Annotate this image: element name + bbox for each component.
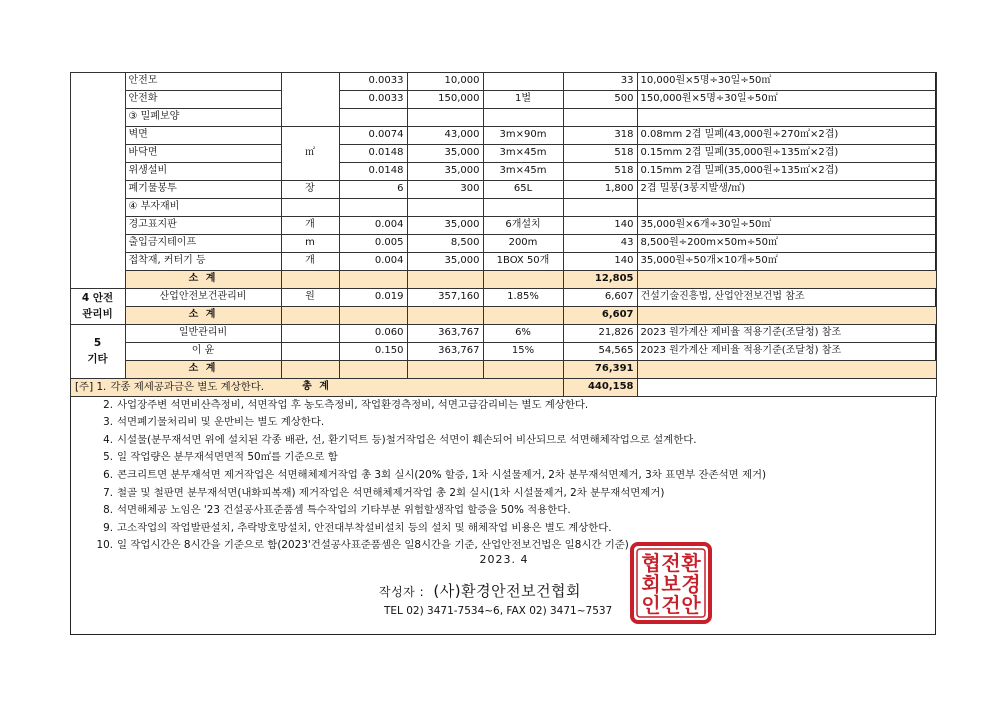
subtotal-label: 소 계: [125, 306, 281, 324]
qty-cell: 0.0074: [339, 126, 407, 144]
spec-cell: 65L: [483, 180, 563, 198]
table-row: [70, 162, 936, 180]
note-text: 일 작업시간은 8시간을 기준으로 함(2023'건설공사표준품셈은 일8시간을 기준, 산업안전보건법은 일8시간 기준): [117, 539, 629, 552]
subtotal-row: [70, 270, 936, 288]
item-name-cell: 일반관리비: [125, 324, 281, 342]
note-cell: 2겹 밀봉(3봉지발생/㎡): [637, 180, 936, 198]
note-number: 3.: [103, 416, 113, 429]
unit-price-cell: 357,160: [407, 288, 483, 306]
table-row: [70, 180, 936, 198]
unit-price-cell: 363,767: [407, 324, 483, 342]
notes-section: [75, 379, 925, 555]
note-cell: 35,000원÷50개×10개÷50㎡: [637, 252, 936, 270]
amount-cell: 43: [563, 234, 637, 252]
note-text: 철골 및 철판면 분무재석면(내화피복재) 제거작업은 석면해체제거작업 총 2회 실시(1차 시설물제거, 2차 분무재석면제거): [117, 486, 665, 499]
note-number: 2.: [103, 398, 113, 411]
table-row: [70, 252, 936, 270]
unit-price-cell: 300: [407, 180, 483, 198]
note-item: [75, 467, 925, 485]
author-label: 작성자 :: [379, 585, 425, 599]
unit-price-cell: 35,000: [407, 252, 483, 270]
qty-cell: 0.005: [339, 234, 407, 252]
subtotal-row: [70, 360, 936, 378]
table-row: [70, 288, 936, 306]
note-cell: 0.15mm 2겹 밀폐(35,000원÷135㎡×2겹): [637, 144, 936, 162]
document-date: 2023. 4: [479, 553, 529, 566]
subtotal-label: 소 계: [125, 270, 281, 288]
amount-cell: 140: [563, 216, 637, 234]
note-item: [75, 502, 925, 520]
unit-price-cell: 10,000: [407, 72, 483, 90]
subtotal-amount: 12,805: [563, 270, 637, 288]
unit-cell: 개: [281, 252, 339, 270]
seal-character: 전: [661, 551, 681, 575]
item-name-cell: 접착재, 커터기 등: [125, 252, 281, 270]
unit-price-cell: [407, 108, 483, 126]
item-name-cell: 폐기물봉투: [125, 180, 281, 198]
unit-cell: [281, 324, 339, 342]
qty-cell: 0.004: [339, 216, 407, 234]
note-cell: 건설기술진흥법, 산업안전보건법 참조: [637, 288, 936, 306]
table-row: [70, 324, 936, 342]
note-number: 4.: [103, 433, 113, 446]
spec-cell: [483, 108, 563, 126]
unit-cell: ㎡: [281, 126, 339, 180]
unit-price-cell: 35,000: [407, 216, 483, 234]
note-number: 7.: [103, 486, 113, 499]
document-page: [70, 72, 936, 635]
note-cell: [637, 108, 936, 126]
note-cell: 0.08mm 2겹 밀폐(43,000원÷270㎡×2겹): [637, 126, 936, 144]
amount-cell: [563, 198, 637, 216]
table-row: [70, 234, 936, 252]
unit-cell: [281, 198, 339, 216]
unit-price-cell: 43,000: [407, 126, 483, 144]
qty-cell: 0.0033: [339, 90, 407, 108]
qty-cell: 0.0033: [339, 72, 407, 90]
note-number: 9.: [103, 521, 113, 534]
seal-character: 인: [641, 593, 661, 617]
note-number: 8.: [103, 504, 113, 517]
spec-cell: 3m×45m: [483, 162, 563, 180]
seal-character: 보: [661, 572, 681, 596]
note-text: 일 작업량은 분무재석면면적 50㎡를 기준으로 함: [117, 451, 338, 464]
note-text: 각종 제세공과금은 별도 계상한다.: [110, 381, 265, 393]
author-line: [379, 580, 581, 601]
note-item: [75, 414, 925, 432]
seal-character: 환: [681, 551, 701, 575]
spec-cell: 1BOX 50개: [483, 252, 563, 270]
category-cell: 5 기타: [70, 324, 125, 378]
unit-cell: 개: [281, 216, 339, 234]
amount-cell: 1,800: [563, 180, 637, 198]
unit-price-cell: 363,767: [407, 342, 483, 360]
note-text: 콘크리트면 분무재석면 제거작업은 석면해체제거작업 총 3회 실시(20% 할증, 1차 시설물제거, 2차 분무재석면제거, 3차 표면부 잔존석면 제거): [117, 468, 767, 481]
subtotal-row: [70, 306, 936, 324]
amount-cell: 140: [563, 252, 637, 270]
table-row: [70, 342, 936, 360]
table-row: [70, 198, 936, 216]
table-row: [70, 144, 936, 162]
item-name-cell: 위생설비: [125, 162, 281, 180]
qty-cell: 0.0148: [339, 162, 407, 180]
note-number: 6.: [103, 468, 113, 481]
item-name-cell: 바닥면: [125, 144, 281, 162]
spec-cell: 6개설치: [483, 216, 563, 234]
qty-cell: 6: [339, 180, 407, 198]
note-text: 시설물(분무재석면 위에 설치된 각종 배관, 선, 환기덕트 등)철거작업은 석면이 훼손되어 비산되므로 석면해체작업으로 설계한다.: [117, 433, 697, 446]
unit-price-cell: 35,000: [407, 162, 483, 180]
item-name-cell: 출입금지테이프: [125, 234, 281, 252]
amount-cell: 21,826: [563, 324, 637, 342]
author-name: (사)환경안전보건협회: [433, 582, 582, 600]
note-number: [주] 1.: [75, 381, 107, 393]
amount-cell: 518: [563, 144, 637, 162]
spec-cell: 1벌: [483, 90, 563, 108]
note-item: [75, 449, 925, 467]
unit-price-cell: 35,000: [407, 144, 483, 162]
note-text: 석면해체공 노임은 '23 건설공사표준품셈 특수작업의 기타부분 위험할생작업 할증을 50% 적용한다.: [117, 504, 571, 517]
unit-cell: [281, 342, 339, 360]
note-item: [75, 397, 925, 415]
spec-cell: [483, 198, 563, 216]
qty-cell: 0.019: [339, 288, 407, 306]
note-item: [75, 379, 925, 397]
table-row: [70, 126, 936, 144]
seal-character: 건: [661, 593, 681, 617]
item-name-cell: ③ 밀폐보양: [125, 108, 281, 126]
qty-cell: 0.150: [339, 342, 407, 360]
spec-cell: 15%: [483, 342, 563, 360]
note-cell: 35,000원×6개÷30일÷50㎡: [637, 216, 936, 234]
item-name-cell: 안전화: [125, 90, 281, 108]
unit-price-cell: 150,000: [407, 90, 483, 108]
note-item: [75, 432, 925, 450]
qty-cell: 0.060: [339, 324, 407, 342]
qty-cell: 0.0148: [339, 144, 407, 162]
qty-cell: 0.004: [339, 252, 407, 270]
note-text: 석면폐기물처리비 및 운반비는 별도 계상한다.: [117, 416, 325, 429]
item-name-cell: 경고표지판: [125, 216, 281, 234]
unit-price-cell: [407, 198, 483, 216]
amount-cell: [563, 108, 637, 126]
category-cell-continued: [70, 72, 125, 288]
qty-cell: [339, 108, 407, 126]
spec-cell: 6%: [483, 324, 563, 342]
note-text: 고소작업의 작업발판설치, 추락방호망설치, 안전대부착설비설치 등의 설치 및 해체작업 비용은 별도 계상한다.: [117, 521, 612, 534]
amount-cell: 54,565: [563, 342, 637, 360]
qty-cell: [339, 198, 407, 216]
cost-table: [70, 72, 937, 397]
official-seal-stamp: [629, 541, 713, 625]
table-row: [70, 90, 936, 108]
spec-cell: 1.85%: [483, 288, 563, 306]
note-cell: 150,000원×5명÷30일÷50㎡: [637, 90, 936, 108]
note-cell: 10,000원×5명÷30일÷50㎡: [637, 72, 936, 90]
unit-price-cell: 8,500: [407, 234, 483, 252]
note-cell: [637, 198, 936, 216]
amount-cell: 518: [563, 162, 637, 180]
table-row: [70, 72, 936, 90]
item-name-cell: 이 윤: [125, 342, 281, 360]
spec-cell: 200m: [483, 234, 563, 252]
note-item: [75, 485, 925, 503]
item-name-cell: 벽면: [125, 126, 281, 144]
spec-cell: [483, 72, 563, 90]
note-number: 5.: [103, 451, 113, 464]
unit-cell: m: [281, 234, 339, 252]
amount-cell: 500: [563, 90, 637, 108]
note-item: [75, 520, 925, 538]
spec-cell: 3m×45m: [483, 144, 563, 162]
unit-cell: 원: [281, 288, 339, 306]
seal-character: 안: [681, 593, 701, 617]
category-cell: 4 안전 관리비: [70, 288, 125, 324]
spec-cell: 3m×90m: [483, 126, 563, 144]
table-row: [70, 108, 936, 126]
subtotal-label: 소 계: [125, 360, 281, 378]
seal-character: 회: [641, 572, 661, 596]
item-name-cell: ④ 부자재비: [125, 198, 281, 216]
amount-cell: 33: [563, 72, 637, 90]
item-name-cell: 안전모: [125, 72, 281, 90]
subtotal-amount: 76,391: [563, 360, 637, 378]
note-number: 10.: [96, 539, 113, 552]
table-row: [70, 216, 936, 234]
seal-character: 협: [641, 551, 661, 575]
note-text: 사업장주변 석면비산측정비, 석면작업 후 농도측정비, 작업환경측정비, 석면고급감리비는 별도 계상한다.: [117, 398, 589, 411]
unit-cell: 장: [281, 180, 339, 198]
item-name-cell: 산업안전보건관리비: [125, 288, 281, 306]
grand-total-amount: 440,158: [563, 378, 637, 396]
amount-cell: 318: [563, 126, 637, 144]
amount-cell: 6,607: [563, 288, 637, 306]
note-cell: 8,500원÷200m×50m÷50㎡: [637, 234, 936, 252]
note-cell: 2023 원가계산 제비율 적용기준(조달청) 참조: [637, 324, 936, 342]
seal-character: 경: [681, 572, 701, 596]
note-cell: 0.15mm 2겹 밀폐(35,000원÷135㎡×2겹): [637, 162, 936, 180]
unit-cell: [281, 72, 339, 126]
contact-line: TEL 02) 3471-7534~6, FAX 02) 3471~7537: [384, 605, 613, 617]
grand-total-label: 총 계: [70, 378, 563, 396]
subtotal-amount: 6,607: [563, 306, 637, 324]
note-cell: 2023 원가계산 제비율 적용기준(조달청) 참조: [637, 342, 936, 360]
